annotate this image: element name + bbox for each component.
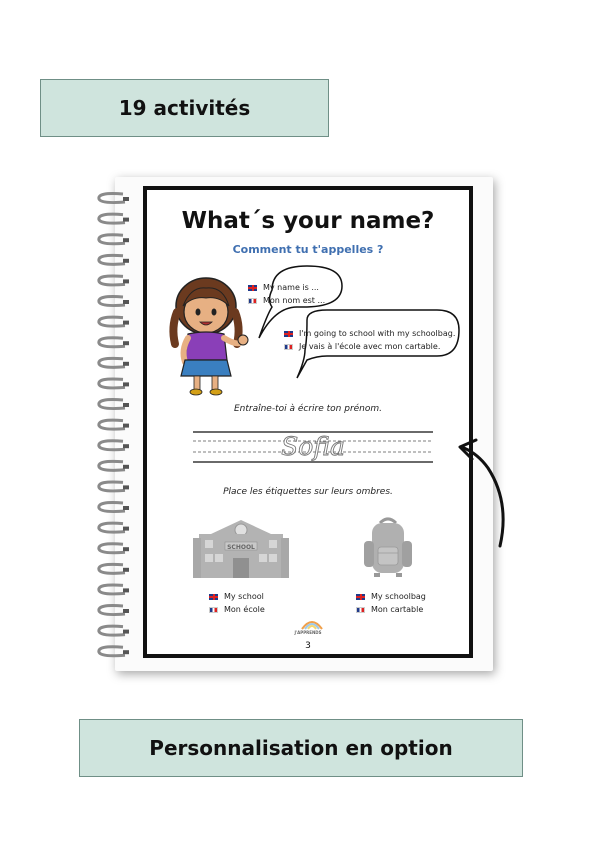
- publisher-logo: [299, 615, 325, 631]
- spiral-hole: [123, 321, 129, 325]
- spiral-hole: [123, 485, 129, 489]
- school-silhouette: [191, 516, 291, 580]
- spiral-ring: [99, 235, 125, 244]
- spiral-ring: [99, 647, 125, 656]
- spiral-ring: [99, 461, 125, 470]
- uk-flag-icon: [209, 594, 218, 600]
- schoolbag-silhouette: [358, 515, 418, 579]
- banner-personalisation-text: Personnalisation en option: [149, 736, 453, 760]
- spiral-ring: [99, 626, 125, 635]
- label-school-fr: Mon école: [224, 605, 265, 614]
- spiral-hole: [123, 362, 129, 366]
- spiral-hole: [123, 238, 129, 242]
- label-school: [209, 590, 265, 616]
- spiral-hole: [123, 568, 129, 572]
- bubble-1-en: My name is ...: [263, 283, 319, 292]
- spiral-hole: [123, 547, 129, 551]
- spiral-hole: [123, 218, 129, 222]
- spiral-ring: [99, 297, 125, 306]
- spiral-ring: [99, 420, 125, 429]
- spiral-hole: [123, 588, 129, 592]
- spiral-ring: [99, 379, 125, 388]
- banner-activities: [40, 79, 329, 137]
- worksheet-page: [143, 186, 473, 658]
- spiral-hole: [123, 341, 129, 345]
- fr-flag-icon: [248, 298, 257, 304]
- bubble-2-fr: Je vais à l'école avec mon cartable.: [299, 342, 441, 351]
- spiral-hole: [123, 424, 129, 428]
- spiral-hole: [123, 609, 129, 613]
- spiral-ring: [99, 482, 125, 491]
- spiral-ring: [99, 503, 125, 512]
- spiral-ring: [99, 194, 125, 203]
- spiral-hole: [123, 259, 129, 263]
- worksheet-title: What´s your name?: [181, 208, 435, 234]
- uk-flag-icon: [356, 594, 365, 600]
- bubble-1-text: [248, 281, 325, 307]
- school-sign: SCHOOL: [227, 544, 255, 551]
- spiral-hole: [123, 300, 129, 304]
- spiral-ring: [99, 523, 125, 532]
- spiral-hole: [123, 197, 129, 201]
- fr-flag-icon: [284, 344, 293, 350]
- spiral-ring: [99, 338, 125, 347]
- spiral-ring: [99, 564, 125, 573]
- banner-activities-text: 19 activités: [118, 96, 251, 120]
- page-number: 3: [305, 641, 311, 651]
- spiral-ring: [99, 317, 125, 326]
- spiral-hole: [123, 279, 129, 283]
- spiral-hole: [123, 403, 129, 407]
- spiral-hole: [123, 527, 129, 531]
- spiral-hole: [123, 506, 129, 510]
- spiral-ring: [99, 606, 125, 615]
- label-schoolbag-fr: Mon cartable: [371, 605, 424, 614]
- spiral-ring: [99, 585, 125, 594]
- spiral-ring: [99, 358, 125, 367]
- spiral-hole: [123, 650, 129, 654]
- bubble-2-en: I'm going to school with my schoolbag.: [299, 329, 456, 338]
- banner-personalisation: [79, 719, 523, 777]
- uk-flag-icon: [284, 331, 293, 337]
- fr-flag-icon: [356, 607, 365, 613]
- name-example-trace: Sofia: [281, 432, 345, 461]
- label-schoolbag: [356, 590, 426, 616]
- spiral-hole: [123, 444, 129, 448]
- bubble-2-text: [284, 327, 455, 353]
- spiral-ring: [99, 276, 125, 285]
- instruction-write-name: Entraîne-toi à écrire ton prénom.: [233, 404, 383, 414]
- worksheet-subtitle: Comment tu t'appelles ?: [232, 243, 384, 256]
- instruction-labels: Place les étiquettes sur leurs ombres.: [223, 487, 393, 497]
- label-school-en: My school: [224, 592, 264, 601]
- spiral-binding: [93, 180, 133, 680]
- spiral-ring: [99, 441, 125, 450]
- spiral-ring: [99, 544, 125, 553]
- bubble-1-fr: Mon nom est ...: [263, 296, 326, 305]
- spiral-ring: [99, 214, 125, 223]
- spiral-hole: [123, 630, 129, 634]
- uk-flag-icon: [248, 285, 257, 291]
- spiral-hole: [123, 465, 129, 469]
- label-schoolbag-en: My schoolbag: [371, 592, 426, 601]
- spiral-ring: [99, 400, 125, 409]
- curved-arrow-icon: [448, 432, 518, 552]
- publisher-logo-text: J'APPRENDS: [294, 630, 322, 635]
- fr-flag-icon: [209, 607, 218, 613]
- spiral-hole: [123, 382, 129, 386]
- spiral-ring: [99, 255, 125, 264]
- handwriting-lines: [147, 428, 477, 478]
